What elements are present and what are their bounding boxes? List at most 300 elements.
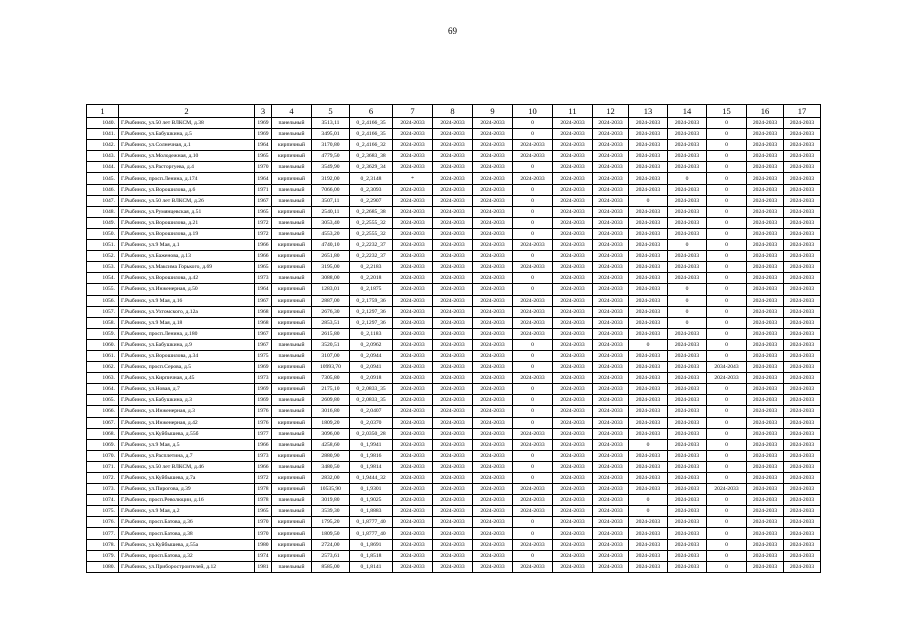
table-cell: 1073.: [87, 484, 119, 495]
table-row: [87, 561, 821, 572]
table-cell: 2024-2033: [629, 362, 668, 373]
table-cell: 1970: [255, 528, 272, 539]
table-cell: 0_2,4166_35: [350, 118, 393, 129]
table-cell: 2024-2033: [668, 439, 707, 450]
table-cell: панельный: [272, 195, 312, 206]
table-cell: 0: [707, 195, 747, 206]
table-cell: 2024-2033: [473, 140, 513, 151]
table-cell: 1040.: [87, 118, 119, 129]
table-cell: 2024-2033: [473, 561, 513, 572]
table-cell: Г.Рыбинск, ул.Молодежная, д.10: [119, 151, 255, 162]
table-cell: Г.Рыбинск, ул.9 Мая, д.5: [119, 439, 255, 450]
table-cell: 1967: [255, 295, 272, 306]
table-cell: 2024-2033: [747, 328, 784, 339]
table-cell: 2024-2033: [593, 306, 629, 317]
table-cell: 0: [668, 306, 707, 317]
table-cell: 2024-2033: [393, 184, 433, 195]
table-cell: 2024-2033: [393, 428, 433, 439]
table-cell: Г.Рыбинск, ул.Бабушкина, д.3: [119, 395, 255, 406]
table-cell: кирпичный: [272, 417, 312, 428]
table-cell: 2024-2033: [629, 140, 668, 151]
table-cell: 2024-2033: [784, 550, 821, 561]
table-cell: 2024-2033: [747, 439, 784, 450]
table-cell: 2024-2033: [433, 528, 473, 539]
table-cell: 2024-2033: [513, 328, 553, 339]
column-header: 1: [87, 105, 119, 118]
table-cell: 0: [707, 217, 747, 228]
table-cell: 0_2,0833_35: [350, 395, 393, 406]
table-cell: 0: [513, 118, 553, 129]
table-cell: 1972: [255, 217, 272, 228]
table-cell: 2024-2033: [784, 528, 821, 539]
table-cell: Г.Рыбинск, ул.Ворошилова, д.21: [119, 217, 255, 228]
table-cell: 2887,00: [312, 295, 350, 306]
table-cell: панельный: [272, 561, 312, 572]
table-cell: 2024-2033: [553, 450, 593, 461]
table-cell: 1041.: [87, 129, 119, 140]
table-cell: Г.Рыбинск, ул.9 Мая, д.16: [119, 295, 255, 306]
table-cell: 0: [707, 539, 747, 550]
table-cell: 1967: [255, 339, 272, 350]
table-cell: 0_1,9816: [350, 450, 393, 461]
table-cell: 2024-2033: [393, 550, 433, 561]
table-cell: 8585,00: [312, 561, 350, 572]
table-cell: 0_2,4166_32: [350, 140, 393, 151]
table-cell: 2024-2033: [593, 295, 629, 306]
table-cell: 2024-2033: [593, 328, 629, 339]
table-cell: 2024-2033: [513, 561, 553, 572]
table-cell: 1964: [255, 140, 272, 151]
table-cell: Г.Рыбинск, ул.Пирогова, д.39: [119, 484, 255, 495]
table-cell: Г.Рыбинск, ул.Куйбышева, д.55б: [119, 428, 255, 439]
table-cell: 2024-2033: [433, 217, 473, 228]
table-cell: 1064.: [87, 384, 119, 395]
table-row: [87, 273, 821, 284]
table-cell: 2024-2033: [784, 317, 821, 328]
table-cell: кирпичный: [272, 295, 312, 306]
table-cell: 0: [513, 528, 553, 539]
table-cell: 2024-2033: [473, 484, 513, 495]
table-cell: 2024-2033: [784, 384, 821, 395]
table-cell: 0: [707, 240, 747, 251]
table-cell: 2024-2033: [433, 428, 473, 439]
table-cell: 2024-2033: [629, 473, 668, 484]
table-cell: 1965: [255, 151, 272, 162]
table-cell: 1966: [255, 240, 272, 251]
table-cell: 2024-2033: [433, 550, 473, 561]
table-cell: 0_1,9814: [350, 461, 393, 472]
table-cell: Г.Рыбинск, просп.Батова, д.36: [119, 517, 255, 528]
table-cell: панельный: [272, 184, 312, 195]
table-cell: 2024-2033: [629, 240, 668, 251]
table-cell: 2024-2033: [668, 118, 707, 129]
table-cell: 2024-2033: [593, 473, 629, 484]
table-cell: 2024-2033: [433, 461, 473, 472]
table-cell: 1968: [255, 306, 272, 317]
table-cell: 2024-2033: [433, 373, 473, 384]
table-cell: кирпичный: [272, 251, 312, 262]
table-row: [87, 439, 821, 450]
table-cell: 2024-2033: [433, 417, 473, 428]
table-cell: 2024-2033: [393, 506, 433, 517]
table-cell: 2024-2033: [553, 118, 593, 129]
table-cell: кирпичный: [272, 450, 312, 461]
table-cell: 2024-2033: [393, 195, 433, 206]
table-cell: 2024-2033: [747, 484, 784, 495]
table-cell: 2024-2033: [393, 339, 433, 350]
table-cell: 0: [513, 406, 553, 417]
table-cell: 2024-2033: [784, 350, 821, 361]
table-cell: 0: [707, 439, 747, 450]
table-cell: 0_2,2555_32: [350, 228, 393, 239]
table-cell: 1969: [255, 384, 272, 395]
table-cell: 2024-2033: [513, 539, 553, 550]
table-cell: Г.Рыбинск, просп.Серова, д.5: [119, 362, 255, 373]
table-cell: 2024-2033: [784, 561, 821, 572]
table-cell: 2024-2033: [593, 528, 629, 539]
table-row: [87, 484, 821, 495]
table-row: [87, 528, 821, 539]
table-cell: 0: [513, 217, 553, 228]
table-cell: 0_2,3148: [350, 173, 393, 184]
table-cell: 2024-2033: [668, 262, 707, 273]
table-row: [87, 428, 821, 439]
table-cell: 2024-2033: [433, 140, 473, 151]
table-body: [87, 118, 821, 573]
table-cell: 2024-2033: [553, 428, 593, 439]
table-cell: Г.Рыбинск, ул.Баженова, д.13: [119, 251, 255, 262]
table-cell: 0_1,8141: [350, 561, 393, 572]
table-cell: 0: [707, 528, 747, 539]
table-cell: 2024-2033: [747, 173, 784, 184]
table-cell: 2024-2033: [393, 461, 433, 472]
table-row: [87, 295, 821, 306]
table-row: [87, 217, 821, 228]
table-cell: 0: [629, 439, 668, 450]
table-cell: 2024-2033: [433, 262, 473, 273]
table-cell: 2024-2033: [393, 251, 433, 262]
table-cell: панельный: [272, 428, 312, 439]
table-cell: 2024-2033: [393, 539, 433, 550]
table-cell: 2024-2033: [433, 173, 473, 184]
table-cell: 2175,10: [312, 384, 350, 395]
table-cell: 2024-2033: [473, 439, 513, 450]
table-cell: 1964: [255, 173, 272, 184]
table-cell: 2024-2033: [433, 328, 473, 339]
table-cell: Г.Рыбинск, ул.Максима Горького, д.69: [119, 262, 255, 273]
table-cell: 2024-2033: [433, 395, 473, 406]
table-cell: 2024-2033: [784, 129, 821, 140]
table-cell: 2024-2033: [593, 195, 629, 206]
table-cell: 2832,00: [312, 473, 350, 484]
table-cell: 0: [707, 173, 747, 184]
table-cell: 2024-2033: [629, 350, 668, 361]
table-cell: 2024-2033: [433, 339, 473, 350]
table-cell: 2024-2033: [784, 484, 821, 495]
table-cell: 2024-2033: [433, 350, 473, 361]
table-cell: 2024-2033: [784, 228, 821, 239]
table-cell: 2024-2033: [747, 495, 784, 506]
table-cell: 2024-2033: [553, 517, 593, 528]
table-row: [87, 395, 821, 406]
table-cell: Г.Рыбинск, просп.Ленина, д.174: [119, 173, 255, 184]
table-row: [87, 118, 821, 129]
table-cell: 1070.: [87, 450, 119, 461]
column-header: 8: [433, 105, 473, 118]
table-cell: 2024-2033: [393, 384, 433, 395]
table-cell: 2024-2033: [747, 406, 784, 417]
table-row: [87, 450, 821, 461]
table-cell: 2024-2033: [433, 240, 473, 251]
table-cell: Г.Рыбинск, ул.Ворошилова, д.42: [119, 273, 255, 284]
table-cell: 1050.: [87, 228, 119, 239]
table-cell: панельный: [272, 350, 312, 361]
table-cell: 0: [707, 206, 747, 217]
table-cell: 2024-2033: [668, 184, 707, 195]
table-cell: 2024-2033: [553, 184, 593, 195]
table-cell: 2024-2033: [473, 162, 513, 173]
table-cell: 2024-2033: [393, 129, 433, 140]
housing-table: [86, 104, 821, 573]
table-cell: 0_2,0370: [350, 417, 393, 428]
table-cell: 2024-2033: [393, 350, 433, 361]
table-cell: кирпичный: [272, 284, 312, 295]
table-cell: 2024-2033: [433, 162, 473, 173]
table-cell: 0: [707, 428, 747, 439]
table-cell: 0: [707, 417, 747, 428]
table-cell: 0_2,2183: [350, 262, 393, 273]
table-row: [87, 195, 821, 206]
table-cell: 2024-2033: [553, 262, 593, 273]
table-cell: 2024-2033: [553, 284, 593, 295]
table-cell: 2024-2033: [593, 251, 629, 262]
table-cell: 2024-2033: [668, 406, 707, 417]
table-cell: 1974: [255, 550, 272, 561]
table-cell: 2024-2033: [668, 362, 707, 373]
table-cell: 2024-2033: [784, 184, 821, 195]
table-cell: 0_2,1183: [350, 328, 393, 339]
table-cell: 2024-2033: [784, 417, 821, 428]
table-row: [87, 550, 821, 561]
table-cell: 0_2,1759_36: [350, 295, 393, 306]
table-cell: 2024-2033: [629, 228, 668, 239]
table-row: [87, 384, 821, 395]
table-cell: 3513,11: [312, 118, 350, 129]
table-cell: 2024-2033: [593, 162, 629, 173]
table-cell: 2024-2033: [513, 140, 553, 151]
table-cell: 2024-2033: [473, 473, 513, 484]
table-cell: 2024-2033: [747, 561, 784, 572]
table-cell: 2024-2033: [629, 395, 668, 406]
table-cell: 2024-2033: [393, 362, 433, 373]
table-cell: 2024-2033: [473, 251, 513, 262]
table-cell: 2024-2033: [668, 473, 707, 484]
table-cell: 2024-2033: [553, 539, 593, 550]
table-cell: 0: [707, 350, 747, 361]
table-cell: 1971: [255, 184, 272, 195]
table-cell: 2024-2033: [668, 350, 707, 361]
table-cell: 2024-2033: [473, 317, 513, 328]
table-cell: 0_2,1875: [350, 284, 393, 295]
table-cell: 1965: [255, 206, 272, 217]
table-cell: 2024-2033: [784, 450, 821, 461]
table-cell: 0: [513, 184, 553, 195]
table-cell: 2024-2033: [553, 273, 593, 284]
table-cell: 0: [707, 561, 747, 572]
table-cell: 1046.: [87, 184, 119, 195]
table-cell: 2024-2033: [593, 262, 629, 273]
table-cell: 2024-2033: [473, 328, 513, 339]
table-cell: 2024-2033: [433, 561, 473, 572]
table-row: [87, 162, 821, 173]
table-cell: 2024-2033: [553, 461, 593, 472]
table-cell: Г.Рыбинск, ул.50 лет ВЛКСМ, д.38: [119, 118, 255, 129]
table-cell: 2024-2033: [784, 373, 821, 384]
table-cell: 2540,11: [312, 206, 350, 217]
column-header: 6: [350, 105, 393, 118]
table-cell: 2024-2033: [513, 173, 553, 184]
table-cell: 0_1,8777_40: [350, 517, 393, 528]
table-row: [87, 373, 821, 384]
table-row: [87, 206, 821, 217]
table-cell: 2024-2033: [553, 217, 593, 228]
table-cell: 1965: [255, 506, 272, 517]
table-cell: 2024-2033: [784, 428, 821, 439]
table-cell: 2024-2033: [747, 395, 784, 406]
table-cell: кирпичный: [272, 550, 312, 561]
table-cell: 2024-2033: [629, 217, 668, 228]
table-cell: 2024-2033: [629, 273, 668, 284]
table-cell: 2024-2033: [747, 428, 784, 439]
table-cell: 2024-2033: [553, 473, 593, 484]
table-cell: 2024-2033: [593, 506, 629, 517]
table-cell: 2024-2033: [593, 417, 629, 428]
table-cell: 1067.: [87, 417, 119, 428]
table-cell: 2024-2033: [553, 251, 593, 262]
table-cell: 2024-2033: [553, 173, 593, 184]
table-cell: 0: [707, 273, 747, 284]
table-cell: 2024-2033: [553, 140, 593, 151]
table-cell: 2024-2033: [747, 384, 784, 395]
table-cell: Г.Рыбинск, ул.Инженерная, д.50: [119, 284, 255, 295]
table-cell: 2024-2033: [668, 484, 707, 495]
table-cell: кирпичный: [272, 484, 312, 495]
table-cell: 2024-2033: [473, 517, 513, 528]
table-cell: 2024-2033: [593, 129, 629, 140]
table-cell: 2024-2033: [593, 484, 629, 495]
table-cell: 0: [707, 151, 747, 162]
table-cell: 2024-2033: [593, 461, 629, 472]
table-cell: 2024-2033: [747, 550, 784, 561]
table-cell: 2024-2033: [784, 240, 821, 251]
table-cell: 2024-2033: [553, 550, 593, 561]
table-cell: 0: [707, 129, 747, 140]
table-cell: 2024-2033: [393, 306, 433, 317]
table-cell: 2024-2033: [553, 228, 593, 239]
table-cell: 2024-2033: [473, 395, 513, 406]
table-cell: Г.Рыбинск, ул.9 Мая, д.1: [119, 240, 255, 251]
table-cell: 2024-2033: [668, 140, 707, 151]
table-cell: Г.Рыбинск, ул.Солнечная, д.1: [119, 140, 255, 151]
table-cell: 2024-2033: [747, 417, 784, 428]
table-cell: 2024-2033: [553, 561, 593, 572]
table-cell: 1966: [255, 461, 272, 472]
table-cell: 2024-2033: [668, 428, 707, 439]
table-cell: 2024-2033: [747, 217, 784, 228]
table-cell: 2024-2033: [553, 206, 593, 217]
table-cell: 2024-2033: [784, 262, 821, 273]
table-cell: 0_1,9301: [350, 484, 393, 495]
table-cell: 0_2,1297_36: [350, 306, 393, 317]
table-cell: кирпичный: [272, 173, 312, 184]
table-cell: 1981: [255, 561, 272, 572]
table-cell: 2024-2033: [629, 539, 668, 550]
table-cell: 2024-2033: [629, 517, 668, 528]
table-cell: 2024-2033: [513, 317, 553, 328]
table-cell: 2024-2033: [433, 495, 473, 506]
table-cell: 2024-2033: [433, 295, 473, 306]
table-cell: 1060.: [87, 339, 119, 350]
table-cell: 2024-2033: [553, 362, 593, 373]
table-cell: 2024-2033: [553, 129, 593, 140]
table-cell: 2024-2033: [593, 561, 629, 572]
table-cell: 1980: [255, 539, 272, 550]
table-cell: 2024-2033: [784, 118, 821, 129]
table-cell: 1978: [255, 484, 272, 495]
table-cell: Г.Рыбинск, ул.9 Мая, д.18: [119, 317, 255, 328]
table-cell: 1973: [255, 273, 272, 284]
table-cell: 1069.: [87, 439, 119, 450]
table-cell: 4553,20: [312, 228, 350, 239]
table-row: [87, 173, 821, 184]
table-cell: 1795,20: [312, 517, 350, 528]
table-cell: Г.Рыбинск, ул.Румянцевская, д.51: [119, 206, 255, 217]
table-cell: 2024-2033: [393, 517, 433, 528]
column-header: 12: [593, 105, 629, 118]
table-cell: Г.Рыбинск, ул.Расплетина, д.7: [119, 450, 255, 461]
table-cell: 2024-2033: [553, 195, 593, 206]
table-row: [87, 129, 821, 140]
table-cell: 2024-2033: [668, 450, 707, 461]
table-cell: 0: [707, 328, 747, 339]
table-cell: 1967: [255, 328, 272, 339]
table-cell: 2024-2033: [629, 129, 668, 140]
table-cell: 2024-2033: [513, 240, 553, 251]
column-header: 7: [393, 105, 433, 118]
table-cell: 2024-2033: [473, 550, 513, 561]
table-cell: 2024-2033: [553, 484, 593, 495]
table-cell: 2024-2033: [593, 339, 629, 350]
table-cell: 2024-2033: [473, 173, 513, 184]
column-header: 17: [784, 105, 821, 118]
table-cell: 2024-2033: [553, 373, 593, 384]
table-cell: 2024-2033: [747, 151, 784, 162]
table-cell: 2024-2033: [593, 395, 629, 406]
table-cell: 2024-2033: [593, 439, 629, 450]
table-cell: Г.Рыбинск, ул.Ворошилова, д.6: [119, 184, 255, 195]
table-cell: Г.Рыбинск, ул.Кирпичная, д.45: [119, 373, 255, 384]
table-cell: 2024-2033: [473, 284, 513, 295]
table-cell: 2024-2033: [473, 495, 513, 506]
table-row: [87, 262, 821, 273]
table-cell: 2024-2033: [668, 228, 707, 239]
table-cell: 2024-2033: [553, 439, 593, 450]
table-cell: 0: [707, 284, 747, 295]
table-cell: 1068.: [87, 428, 119, 439]
table-cell: 0_2,0962: [350, 339, 393, 350]
table-cell: 2024-2033: [433, 195, 473, 206]
table-cell: 2024-2033: [553, 151, 593, 162]
